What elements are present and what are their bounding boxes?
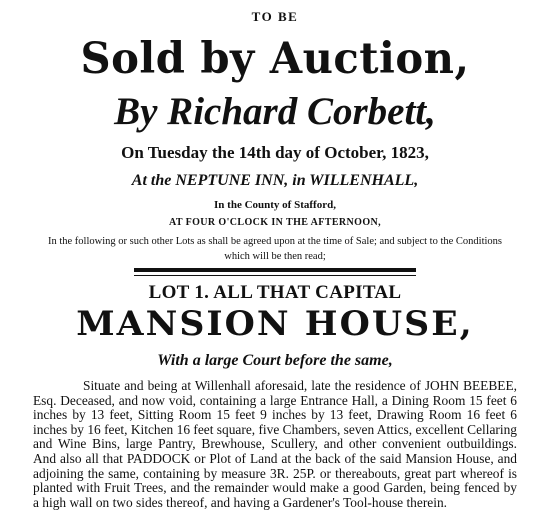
- lot-description: [33, 379, 517, 510]
- auctioneer-line: By Richard Corbett,: [114, 90, 436, 133]
- page-title: Sold by Auction,: [80, 34, 470, 84]
- divider-thick: [134, 268, 416, 272]
- lot-heading: LOT 1. ALL THAT CAPITAL: [148, 282, 402, 303]
- property-subheading: With a large Court before the same,: [157, 352, 393, 369]
- property-title: MANSION HOUSE,: [76, 304, 474, 344]
- venue-line: At the NEPTUNE INN, in WILLENHALL,: [131, 172, 419, 189]
- divider-thin: [134, 275, 416, 276]
- sale-date: On Tuesday the 14th day of October, 1823,: [121, 143, 429, 162]
- to-be-heading: TO BE: [251, 9, 299, 24]
- sale-time: AT FOUR O'CLOCK IN THE AFTERNOON,: [168, 217, 382, 228]
- description-paragraph: Situate and being at Willenhall aforesaid, late the residence of JOHN BEEBEE, Esq. Deceased, and now void, containing a large Entrance Hall, a Dining Room 15 feet 6 inches by 13 feet, Sitting Room 15 feet 9 inches by 13 feet, Drawing Room 16 feet 6 inches by 16 feet, Kitchen 16 feet square, five Chambers, seven Attics, excellent Cellaring and Wine Bins, large Pantry, Brewhouse, Scullery, and other convenient outbuildings. And also all that PADDOCK or Plot of Land at the back of the said Mansion House, and adjoining the same, containing by measure 3R. 25P. or thereabouts, great part whereof is planted with Fruit Trees, and the remainder would make a good Garden, being fenced by a high wall on two sides thereof, and having a Gardener's Tool-house therein.: [33, 378, 517, 510]
- conditions-text: In the following or such other Lots as shall be agreed upon at the time of Sale; and subject to the Conditions which will be then read;: [47, 236, 503, 262]
- county-line: In the County of Stafford,: [214, 199, 336, 211]
